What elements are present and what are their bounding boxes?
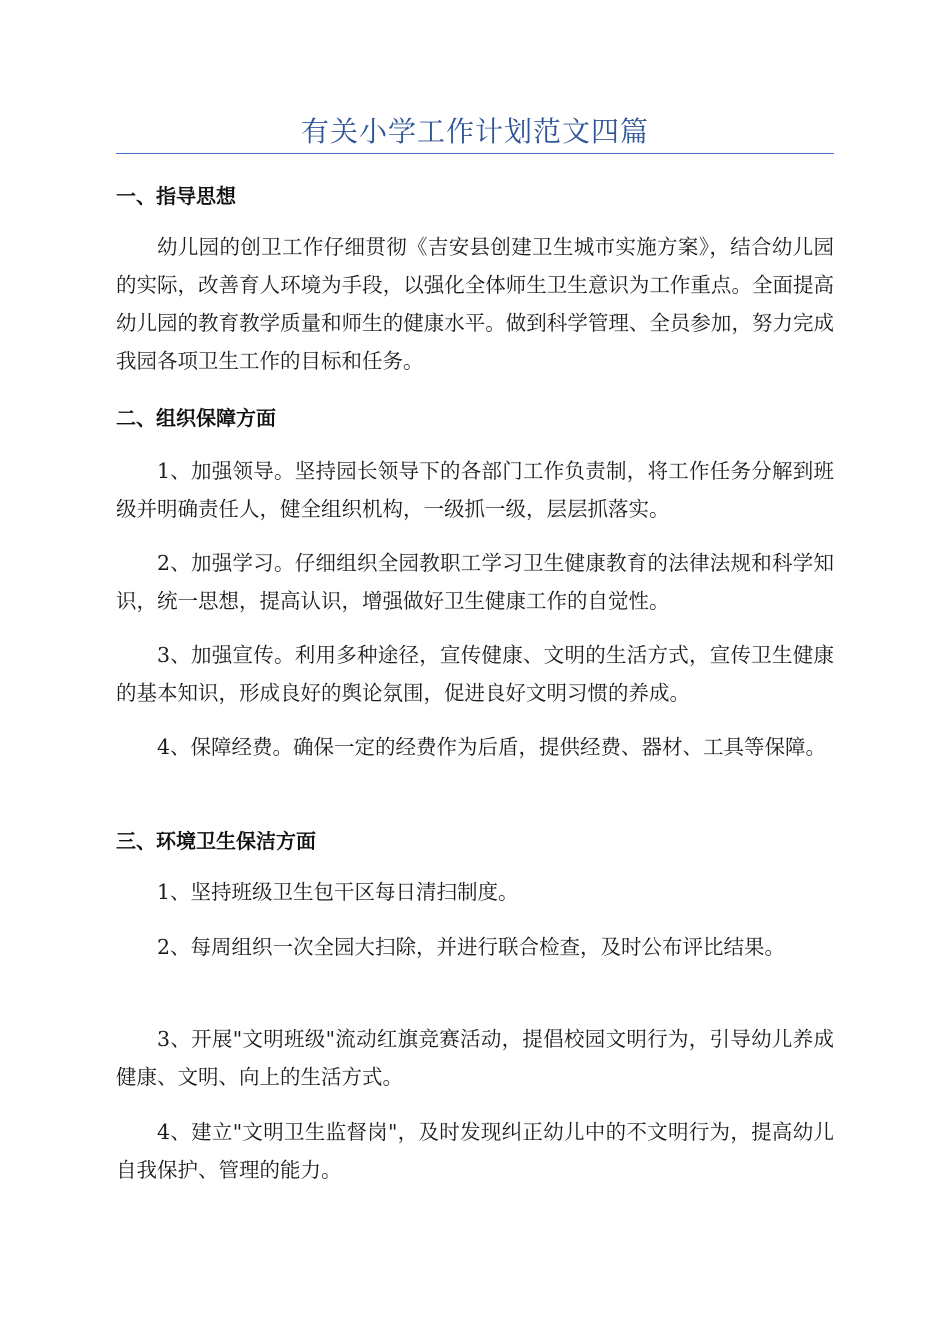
paragraph: 幼儿园的创卫工作仔细贯彻《吉安县创建卫生城市实施方案》，结合幼儿园的实际，改善育人环境为手段，以强化全体师生卫生意识为工作重点。全面提高幼儿园的教育教学质量和师生的健康水平。做到科学管理、全员参加，努力完成我园各项卫生工作的目标和任务。 bbox=[116, 235, 834, 373]
paragraph: 2、每周组织一次全园大扫除，并进行联合检查，及时公布评比结果。 bbox=[157, 935, 786, 959]
paragraph: 2、加强学习。仔细组织全园教职工学习卫生健康教育的法律法规和科学知识，统一思想，提高认识，增强做好卫生健康工作的自觉性。 bbox=[116, 551, 834, 613]
section-heading-environment: 三、环境卫生保洁方面 bbox=[116, 829, 316, 853]
document-title: 有关小学工作计划范文四篇 bbox=[300, 115, 649, 148]
section-heading-organization: 二、组织保障方面 bbox=[116, 406, 276, 430]
title-underline bbox=[116, 153, 834, 154]
paragraph: 3、开展"文明班级"流动红旗竞赛活动，提倡校园文明行为，引导幼儿养成健康、文明、向上的生活方式。 bbox=[116, 1027, 834, 1089]
section-heading-guiding-ideology: 一、指导思想 bbox=[116, 184, 236, 208]
paragraph: 4、保障经费。确保一定的经费作为后盾，提供经费、器材、工具等保障。 bbox=[157, 735, 827, 759]
paragraph: 4、建立"文明卫生监督岗"，及时发现纠正幼儿中的不文明行为，提高幼儿自我保护、管理的能力。 bbox=[116, 1120, 834, 1182]
paragraph: 1、加强领导。坚持园长领导下的各部门工作负责制，将工作任务分解到班级并明确责任人，健全组织机构，一级抓一级，层层抓落实。 bbox=[116, 459, 834, 521]
paragraph: 1、坚持班级卫生包干区每日清扫制度。 bbox=[157, 880, 519, 904]
paragraph: 3、加强宣传。利用多种途径，宣传健康、文明的生活方式，宣传卫生健康的基本知识，形成良好的舆论氛围，促进良好文明习惯的养成。 bbox=[116, 643, 834, 705]
